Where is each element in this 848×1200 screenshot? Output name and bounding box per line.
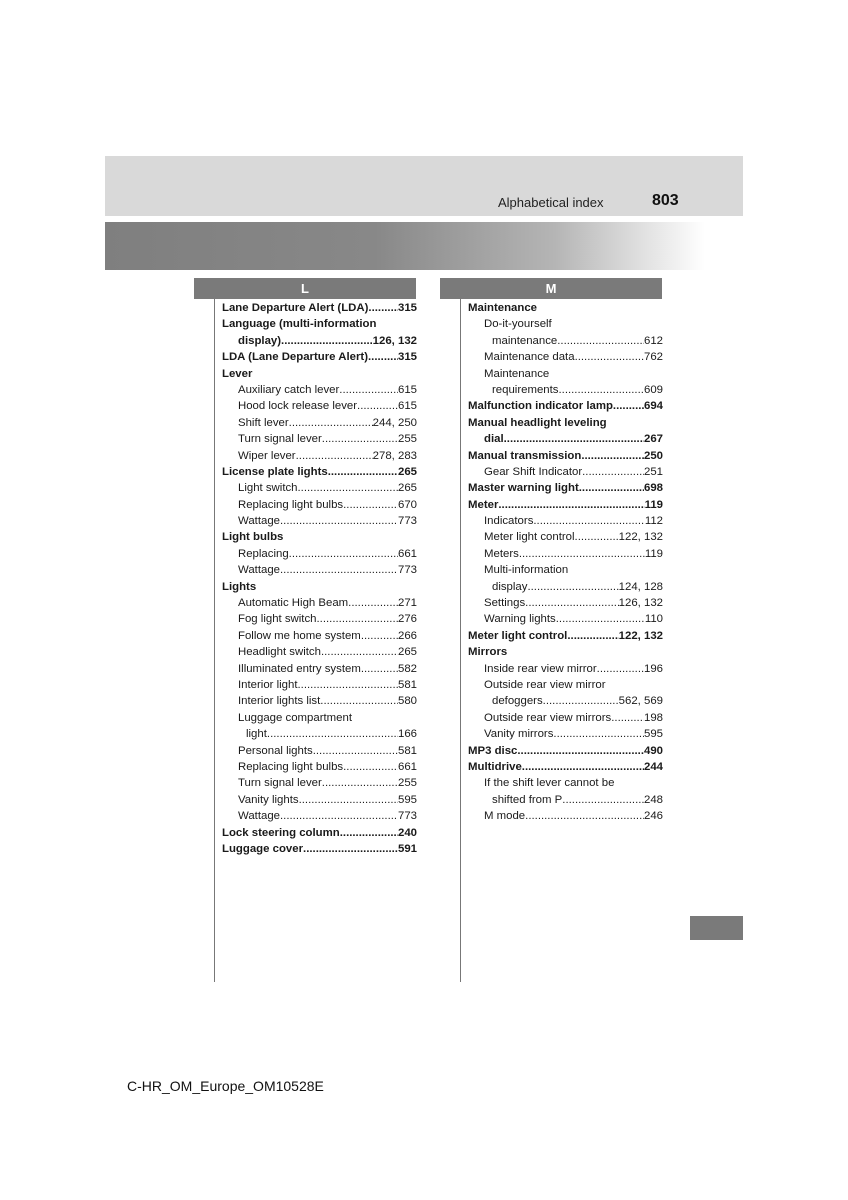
index-entry xyxy=(468,464,663,480)
index-entry xyxy=(468,677,663,693)
dot-leader xyxy=(328,464,398,480)
dot-leader xyxy=(525,595,618,611)
index-entry xyxy=(468,448,663,464)
dot-leader xyxy=(597,661,644,677)
index-entry xyxy=(222,825,417,841)
index-entry xyxy=(222,710,417,726)
entry-page-ref: 581 xyxy=(397,678,417,691)
index-entry xyxy=(222,366,417,382)
entry-page-ref: 266 xyxy=(397,629,417,642)
entry-term: Outside rear view mirror xyxy=(484,678,606,691)
dot-leader xyxy=(368,349,398,365)
entry-term: defoggers xyxy=(492,695,543,708)
entry-term: Replacing light bulbs xyxy=(238,498,344,511)
entry-page-ref: 112 xyxy=(644,515,663,528)
dot-leader xyxy=(533,513,644,529)
entry-page-ref: 126, 132 xyxy=(372,334,417,347)
index-entry xyxy=(468,349,663,365)
dot-leader xyxy=(298,677,398,693)
entry-page-ref: 661 xyxy=(397,760,417,773)
dot-leader xyxy=(320,693,398,709)
entry-term: Fog light switch xyxy=(238,613,317,626)
entry-term: Manual transmission xyxy=(468,449,582,462)
index-entry xyxy=(468,480,663,496)
dot-leader xyxy=(498,497,644,513)
entry-term: Settings xyxy=(484,597,526,610)
entry-term: Hood lock release lever xyxy=(238,400,358,413)
dot-leader xyxy=(348,595,398,611)
entry-term: Turn signal lever xyxy=(238,433,322,446)
index-entry xyxy=(468,595,663,611)
index-entry xyxy=(468,759,663,775)
entry-page-ref: 119 xyxy=(644,498,663,511)
entry-term: maintenance xyxy=(492,334,558,347)
index-entry xyxy=(468,611,663,627)
entry-term: Meters xyxy=(484,547,519,560)
entry-page-ref: 271 xyxy=(397,597,417,610)
letter-heading-l: L xyxy=(194,278,416,299)
dot-leader xyxy=(289,415,373,431)
entry-term: light xyxy=(246,728,267,741)
dot-leader xyxy=(543,693,619,709)
dot-leader xyxy=(280,562,398,578)
entry-page-ref: 609 xyxy=(643,383,663,396)
index-entry xyxy=(222,644,417,660)
index-entry xyxy=(468,415,663,431)
dot-leader xyxy=(368,300,398,316)
dot-leader xyxy=(519,546,645,562)
entry-page-ref: 595 xyxy=(397,793,417,806)
entry-page-ref: 246 xyxy=(643,810,663,823)
index-entry xyxy=(468,562,663,578)
entry-term: Maintenance xyxy=(468,302,537,314)
entry-page-ref: 315 xyxy=(397,302,417,314)
index-entry xyxy=(468,300,663,316)
entry-term: Multidrive xyxy=(468,760,522,773)
index-entry xyxy=(468,775,663,791)
dot-leader xyxy=(317,611,398,627)
entry-term: dial xyxy=(484,433,504,446)
section-title: Alphabetical index xyxy=(498,195,604,210)
entry-page-ref: 110 xyxy=(644,613,663,626)
entry-term: display) xyxy=(238,334,282,347)
entry-page-ref: 612 xyxy=(643,334,663,347)
entry-term: Auxiliary catch lever xyxy=(238,383,340,396)
entry-term: Wattage xyxy=(238,810,280,823)
decorative-gradient-bar xyxy=(105,222,705,270)
entry-term: Interior light xyxy=(238,678,298,691)
entry-term: Lights xyxy=(222,580,257,593)
entry-page-ref: 265 xyxy=(397,646,417,659)
dot-leader xyxy=(281,333,373,349)
dot-leader xyxy=(322,775,398,791)
entry-term: Vanity lights xyxy=(238,793,299,806)
dot-leader xyxy=(343,497,398,513)
entry-term: Replacing xyxy=(238,547,289,560)
entry-page-ref: 265 xyxy=(397,482,417,495)
dot-leader xyxy=(562,792,644,808)
entry-term: Lane Departure Alert (LDA) xyxy=(222,302,369,314)
index-entry xyxy=(222,775,417,791)
entry-page-ref: 122, 132 xyxy=(618,629,663,642)
dot-leader xyxy=(582,464,644,480)
index-entry xyxy=(222,579,417,595)
index-entry xyxy=(222,448,417,464)
index-entry xyxy=(222,431,417,447)
dot-leader xyxy=(575,349,644,365)
entry-term: Outside rear view mirrors xyxy=(484,711,612,724)
index-entry xyxy=(222,562,417,578)
entry-term: Language (multi-information xyxy=(222,318,377,331)
entry-page-ref: 615 xyxy=(397,400,417,413)
entry-page-ref: 615 xyxy=(397,383,417,396)
index-entry xyxy=(468,661,663,677)
dot-leader xyxy=(289,546,398,562)
dot-leader xyxy=(581,448,644,464)
entry-term: LDA (Lane Departure Alert) xyxy=(222,351,368,364)
dot-leader xyxy=(525,808,644,824)
entry-term: shifted from P xyxy=(492,793,563,806)
dot-leader xyxy=(339,382,398,398)
index-entry xyxy=(222,349,417,365)
entry-page-ref: 248 xyxy=(643,793,663,806)
entry-page-ref: 595 xyxy=(643,728,663,741)
entry-term: Personal lights xyxy=(238,744,313,757)
entry-term: MP3 disc xyxy=(468,744,518,757)
index-entry xyxy=(468,431,663,447)
dot-leader xyxy=(556,611,645,627)
entry-page-ref: 196 xyxy=(643,662,663,675)
index-list-l xyxy=(222,300,417,857)
entry-term: If the shift lever cannot be xyxy=(484,777,615,790)
entry-page-ref: 267 xyxy=(643,433,663,446)
entry-page-ref: 582 xyxy=(397,662,417,675)
entry-page-ref: 773 xyxy=(397,515,417,528)
dot-leader xyxy=(298,480,398,496)
entry-term: Maintenance data xyxy=(484,351,575,364)
entry-term: Indicators xyxy=(484,515,534,528)
index-entry xyxy=(468,710,663,726)
dot-leader xyxy=(527,579,618,595)
index-entry xyxy=(468,333,663,349)
entry-page-ref: 490 xyxy=(643,744,663,757)
dot-leader xyxy=(557,333,644,349)
entry-page-ref: 276 xyxy=(397,613,417,626)
entry-page-ref: 661 xyxy=(397,547,417,560)
entry-page-ref: 562, 569 xyxy=(618,695,663,708)
entry-term: Illuminated entry system xyxy=(238,662,361,675)
dot-leader xyxy=(321,644,398,660)
column-m-header xyxy=(440,278,662,299)
dot-leader xyxy=(504,431,644,447)
entry-page-ref: 250 xyxy=(643,449,663,462)
entry-page-ref: 265 xyxy=(397,465,417,478)
dot-leader xyxy=(517,743,644,759)
index-entry xyxy=(222,300,417,316)
dot-leader xyxy=(303,841,398,857)
entry-term: Headlight switch xyxy=(238,646,321,659)
entry-term: Master warning light xyxy=(468,482,579,495)
entry-term: Inside rear view mirror xyxy=(484,662,597,675)
index-list-m xyxy=(468,300,663,825)
index-entry xyxy=(222,513,417,529)
entry-term: Automatic High Beam xyxy=(238,597,349,610)
dot-leader xyxy=(299,792,398,808)
entry-term: M mode xyxy=(484,810,526,823)
entry-term: Malfunction indicator lamp xyxy=(468,400,613,413)
index-entry xyxy=(468,644,663,660)
index-entry xyxy=(222,677,417,693)
entry-term: Luggage compartment xyxy=(238,711,352,724)
entry-page-ref: 198 xyxy=(643,711,663,724)
index-entry xyxy=(222,595,417,611)
entry-page-ref: 315 xyxy=(397,351,417,364)
entry-term: Gear Shift Indicator xyxy=(484,465,583,478)
index-entry xyxy=(468,316,663,332)
entry-page-ref: 122, 132 xyxy=(618,531,663,544)
entry-page-ref: 773 xyxy=(397,810,417,823)
entry-term: Warning lights xyxy=(484,613,556,626)
entry-page-ref: 773 xyxy=(397,564,417,577)
index-entry xyxy=(222,841,417,857)
index-entry xyxy=(222,333,417,349)
entry-term: Interior lights list xyxy=(238,695,321,708)
index-entry xyxy=(468,497,663,513)
dot-leader xyxy=(522,759,644,775)
entry-term: Maintenance xyxy=(484,367,550,380)
index-entry xyxy=(222,628,417,644)
page-number: 803 xyxy=(652,192,679,209)
dot-leader xyxy=(267,726,398,742)
index-entry xyxy=(222,464,417,480)
dot-leader xyxy=(361,661,398,677)
dot-leader xyxy=(340,825,398,841)
index-entry xyxy=(468,693,663,709)
entry-page-ref: 762 xyxy=(643,351,663,364)
document-code: C-HR_OM_Europe_OM10528E xyxy=(127,1078,324,1094)
entry-page-ref: 698 xyxy=(643,482,663,495)
dot-leader xyxy=(611,710,644,726)
dot-leader xyxy=(613,398,644,414)
entry-term: Turn signal lever xyxy=(238,777,322,790)
entry-page-ref: 255 xyxy=(397,433,417,446)
dot-leader xyxy=(357,398,398,414)
entry-term: License plate lights xyxy=(222,465,328,478)
dot-leader xyxy=(280,513,398,529)
entry-term: Meter light control xyxy=(468,629,568,642)
index-entry xyxy=(468,513,663,529)
dot-leader xyxy=(313,743,398,759)
entry-term: Wattage xyxy=(238,515,280,528)
dot-leader xyxy=(280,808,398,824)
index-entry xyxy=(468,792,663,808)
dot-leader xyxy=(575,529,619,545)
index-entry xyxy=(468,579,663,595)
index-entry xyxy=(468,808,663,824)
dot-leader xyxy=(296,448,373,464)
index-entry xyxy=(468,628,663,644)
header-band xyxy=(105,156,743,216)
index-entry xyxy=(468,529,663,545)
entry-term: Wiper lever xyxy=(238,449,296,462)
entry-page-ref: 166 xyxy=(397,728,417,741)
index-entry xyxy=(468,743,663,759)
index-entry xyxy=(222,661,417,677)
entry-page-ref: 278, 283 xyxy=(372,449,417,462)
entry-term: Do-it-yourself xyxy=(484,318,552,331)
index-entry xyxy=(222,497,417,513)
entry-term: Lock steering column xyxy=(222,826,340,839)
index-entry xyxy=(222,792,417,808)
entry-page-ref: 251 xyxy=(643,465,663,478)
column-divider-left xyxy=(214,299,215,982)
entry-page-ref: 591 xyxy=(397,842,417,855)
entry-page-ref: 694 xyxy=(643,400,663,413)
index-entry xyxy=(222,398,417,414)
dot-leader xyxy=(567,628,618,644)
index-entry xyxy=(468,726,663,742)
index-entry xyxy=(222,480,417,496)
index-entry xyxy=(468,398,663,414)
index-entry xyxy=(222,546,417,562)
entry-term: Light switch xyxy=(238,482,298,495)
column-divider-right xyxy=(460,299,461,982)
index-entry xyxy=(468,382,663,398)
entry-page-ref: 670 xyxy=(397,498,417,511)
entry-page-ref: 124, 128 xyxy=(618,580,663,593)
index-entry xyxy=(222,808,417,824)
dot-leader xyxy=(579,480,644,496)
entry-page-ref: 255 xyxy=(397,777,417,790)
entry-term: requirements xyxy=(492,383,559,396)
entry-page-ref: 580 xyxy=(397,695,417,708)
index-entry xyxy=(222,415,417,431)
dot-leader xyxy=(322,431,398,447)
entry-term: Meter light control xyxy=(484,531,575,544)
entry-page-ref: 244, 250 xyxy=(372,416,417,429)
dot-leader xyxy=(343,759,398,775)
entry-page-ref: 240 xyxy=(397,826,417,839)
index-entry xyxy=(222,382,417,398)
entry-page-ref: 581 xyxy=(397,744,417,757)
entry-term: Follow me home system xyxy=(238,629,361,642)
dot-leader xyxy=(558,382,644,398)
entry-term: Manual headlight leveling xyxy=(468,416,607,429)
entry-term: display xyxy=(492,580,528,593)
entry-page-ref: 126, 132 xyxy=(618,597,663,610)
entry-term: Wattage xyxy=(238,564,280,577)
dot-leader xyxy=(361,628,398,644)
index-entry xyxy=(468,546,663,562)
letter-heading-m: M xyxy=(440,278,662,299)
index-entry xyxy=(222,316,417,332)
dot-leader xyxy=(553,726,644,742)
index-entry xyxy=(468,366,663,382)
index-entry xyxy=(222,693,417,709)
entry-term: Meter xyxy=(468,498,499,511)
entry-term: Multi-information xyxy=(484,564,569,577)
index-entry xyxy=(222,759,417,775)
entry-term: Replacing light bulbs xyxy=(238,760,344,773)
entry-page-ref: 119 xyxy=(644,547,663,560)
column-l-header xyxy=(194,278,416,299)
entry-term: Luggage cover xyxy=(222,842,304,855)
chapter-tab xyxy=(690,916,743,940)
index-entry xyxy=(222,726,417,742)
index-entry xyxy=(222,529,417,545)
entry-page-ref: 244 xyxy=(643,760,663,773)
entry-term: Shift lever xyxy=(238,416,289,429)
entry-term: Mirrors xyxy=(468,646,508,659)
index-entry xyxy=(222,611,417,627)
entry-term: Lever xyxy=(222,367,253,380)
index-entry xyxy=(222,743,417,759)
entry-term: Vanity mirrors xyxy=(484,728,554,741)
entry-term: Light bulbs xyxy=(222,531,284,544)
